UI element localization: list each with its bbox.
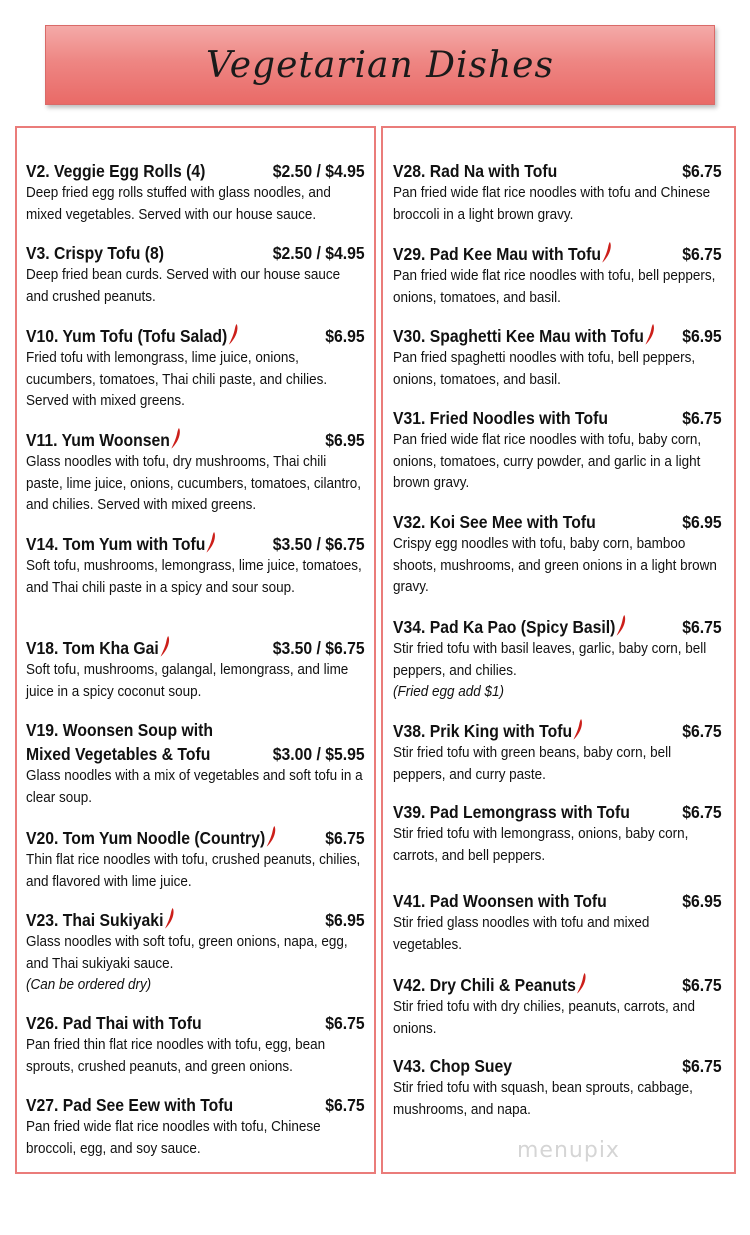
item-price: $6.95 <box>682 512 722 532</box>
menu-item <box>393 159 722 226</box>
item-name: V43. Chop Suey <box>393 1056 513 1076</box>
chili-pepper-icon <box>573 718 584 740</box>
item-price: $6.75 <box>682 244 722 264</box>
item-price: $6.75 <box>325 1095 365 1115</box>
item-name: V14. Tom Yum with Tofu <box>26 534 206 554</box>
item-name: V20. Tom Yum Noodle (Country) <box>26 828 266 848</box>
menu-item <box>26 241 365 308</box>
item-description: Pan fried wide flat rice noodles with tofu, Chinese broccoli, egg, and soy sauce. <box>26 1119 321 1157</box>
item-name: V10. Yum Tofu (Tofu Salad) <box>26 326 228 346</box>
item-price: $6.95 <box>325 326 365 346</box>
item-description: Pan fried wide flat rice noodles with tofu and Chinese broccoli in a light brown gravy. <box>393 185 711 223</box>
item-name: V41. Pad Woonsen with Tofu <box>393 891 607 911</box>
chili-pepper-icon <box>160 635 171 657</box>
menu-item <box>393 510 722 599</box>
menu-item <box>393 614 722 704</box>
chili-pepper-icon <box>206 531 217 553</box>
menu-item <box>26 907 365 997</box>
chili-pepper-icon <box>577 972 588 994</box>
item-price: $2.50 / $4.95 <box>272 243 365 263</box>
item-price: $6.75 <box>682 975 722 995</box>
page-title: Vegetarian Dishes <box>206 44 554 86</box>
item-description: Deep fried bean curds. Served with our house sauce and crushed peanuts. <box>26 267 341 305</box>
chili-pepper-icon <box>266 825 277 847</box>
item-description: Pan fried spaghetti noodles with tofu, bell peppers, onions, tomatoes, and basil. <box>393 350 696 388</box>
item-price: $6.75 <box>682 161 722 181</box>
title-banner <box>45 25 715 105</box>
chili-pepper-icon <box>164 907 175 929</box>
item-description: Thin flat rice noodles with tofu, crushed peanuts, chilies, and flavored with lime juice. <box>26 852 361 890</box>
item-name: V23. Thai Sukiyaki <box>26 910 164 930</box>
item-description: Stir fried glass noodles with tofu and mixed vegetables. <box>393 915 650 953</box>
item-price: $6.75 <box>682 802 722 822</box>
item-price: $6.75 <box>325 828 365 848</box>
chili-pepper-icon <box>228 323 239 345</box>
item-description: Pan fried wide flat rice noodles with tofu, baby corn, onions, tomatoes, curry powder, and garlic in a light brown gravy. <box>393 432 702 491</box>
menu-item <box>393 972 722 1040</box>
item-name: V38. Prik King with Tofu <box>393 721 573 741</box>
item-note: (Can be ordered dry) <box>26 977 152 993</box>
menu-item <box>26 718 365 809</box>
item-description: Deep fried egg rolls stuffed with glass noodles, and mixed vegetables. Served with our house sauce. <box>26 185 331 223</box>
menu-item <box>393 718 722 786</box>
item-price: $3.50 / $6.75 <box>272 638 365 658</box>
item-description: Soft tofu, mushrooms, lemongrass, lime juice, tomatoes, and Thai chili paste in a spicy and sour soup. <box>26 558 362 596</box>
item-description: Stir fried tofu with squash, bean sprouts, cabbage, mushrooms, and napa. <box>393 1080 693 1118</box>
item-description: Stir fried tofu with basil leaves, garlic, baby corn, bell peppers, and chilies. <box>393 641 707 679</box>
chili-pepper-icon <box>616 614 627 636</box>
item-name: V42. Dry Chili & Peanuts <box>393 975 576 995</box>
item-price: $6.75 <box>682 617 722 637</box>
item-name: V26. Pad Thai with Tofu <box>26 1013 202 1033</box>
menu-item <box>26 531 365 599</box>
item-price: $6.95 <box>325 430 365 450</box>
item-name: V2. Veggie Egg Rolls (4) <box>26 161 206 181</box>
item-description: Stir fried tofu with lemongrass, onions, baby corn, carrots, and bell peppers. <box>393 826 689 864</box>
item-price: $6.75 <box>682 408 722 428</box>
menu-item <box>26 427 365 517</box>
item-price: $2.50 / $4.95 <box>272 161 365 181</box>
item-name: V28. Rad Na with Tofu <box>393 161 558 181</box>
menu-item <box>393 800 722 867</box>
menu-item <box>393 889 722 956</box>
item-note: (Fried egg add $1) <box>393 684 504 700</box>
item-name: V18. Tom Kha Gai <box>26 638 159 658</box>
item-name: V3. Crispy Tofu (8) <box>26 243 164 263</box>
item-name: V39. Pad Lemongrass with Tofu <box>393 802 630 822</box>
menu-item <box>393 241 722 309</box>
item-description: Glass noodles with tofu, dry mushrooms, Thai chili paste, lime juice, onions, cucumbers, tomatoes, cilantro, and chilies. Served with mixed greens. <box>26 454 362 513</box>
item-price: $6.95 <box>682 891 722 911</box>
menu-item <box>26 635 365 703</box>
item-description: Fried tofu with lemongrass, lime juice, onions, cucumbers, tomatoes, Thai chili paste, and chilies. Served with mixed greens. <box>26 350 328 409</box>
item-name: V32. Koi See Mee with Tofu <box>393 512 596 532</box>
item-name: V27. Pad See Eew with Tofu <box>26 1095 234 1115</box>
menu-item <box>26 1093 365 1160</box>
item-description: Soft tofu, mushrooms, galangal, lemongrass, and lime juice in a spicy coconut soup. <box>26 662 349 700</box>
watermark: menupix <box>517 1138 620 1163</box>
menu-item <box>393 323 722 391</box>
item-name: V19. Woonsen Soup with Mixed Vegetables & Tofu <box>26 720 213 764</box>
left-menu-column <box>15 126 376 1174</box>
menu-item <box>393 406 722 495</box>
item-name: V34. Pad Ka Pao (Spicy Basil) <box>393 617 616 637</box>
item-description: Crispy egg noodles with tofu, baby corn, bamboo shoots, mushrooms, and green onions in a light brown gravy. <box>393 536 717 595</box>
menu-item <box>26 1011 365 1078</box>
item-description: Pan fried thin flat rice noodles with tofu, egg, bean sprouts, crushed peanuts, and green onions. <box>26 1037 326 1075</box>
item-price: $6.95 <box>682 326 722 346</box>
menu-item <box>393 1054 722 1121</box>
item-name: V29. Pad Kee Mau with Tofu <box>393 244 601 264</box>
item-price: $6.95 <box>325 910 365 930</box>
item-name: V30. Spaghetti Kee Mau with Tofu <box>393 326 644 346</box>
chili-pepper-icon <box>602 241 613 263</box>
item-description: Pan fried wide flat rice noodles with tofu, bell peppers, onions, tomatoes, and basil. <box>393 268 716 306</box>
menu-item <box>26 159 365 226</box>
item-description: Stir fried tofu with green beans, baby corn, bell peppers, and curry paste. <box>393 745 672 783</box>
chili-pepper-icon <box>171 427 182 449</box>
item-price: $6.75 <box>682 721 722 741</box>
item-price: $3.50 / $6.75 <box>272 534 365 554</box>
item-price: $6.75 <box>682 1056 722 1076</box>
item-name: V11. Yum Woonsen <box>26 430 170 450</box>
item-description: Stir fried tofu with dry chilies, peanuts, carrots, and onions. <box>393 999 696 1037</box>
item-description: Glass noodles with soft tofu, green onions, napa, egg, and Thai sukiyaki sauce. <box>26 934 348 972</box>
item-name: V31. Fried Noodles with Tofu <box>393 408 608 428</box>
item-price: $3.00 / $5.95 <box>272 744 365 764</box>
item-price: $6.75 <box>325 1013 365 1033</box>
menu-item <box>26 323 365 413</box>
menu-item <box>26 825 365 893</box>
chili-pepper-icon <box>645 323 656 345</box>
right-menu-column <box>381 126 736 1174</box>
item-description: Glass noodles with a mix of vegetables and soft tofu in a clear soup. <box>26 768 363 806</box>
